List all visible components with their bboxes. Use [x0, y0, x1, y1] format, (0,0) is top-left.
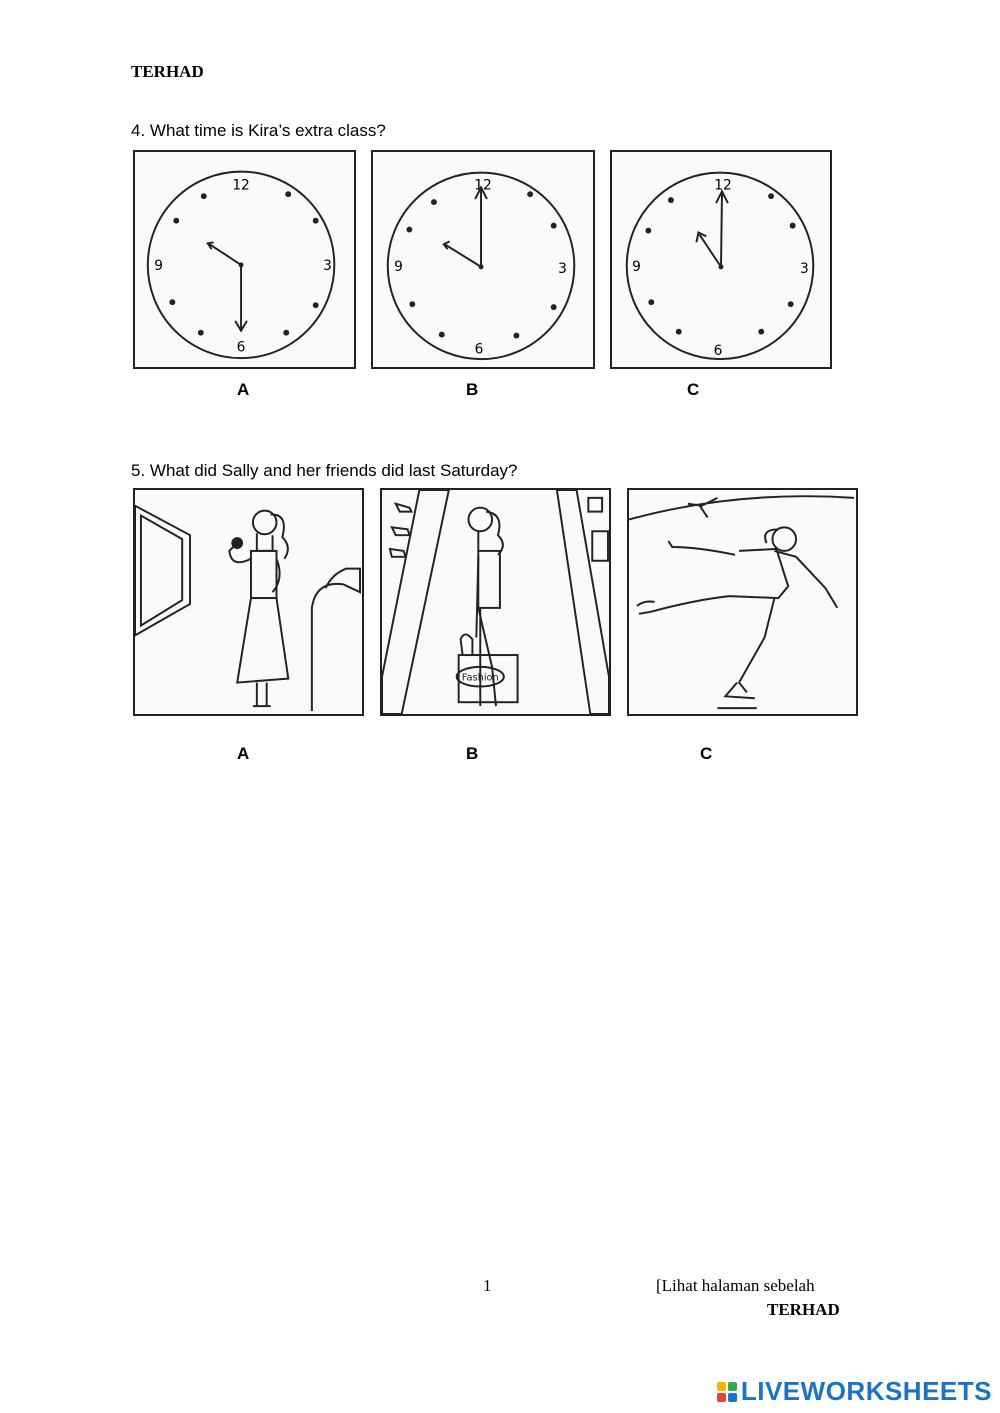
- clock-option-a-label: A: [237, 380, 250, 399]
- question-4-text: 4. What time is Kira’s extra class?: [131, 121, 386, 140]
- bag-label: Fashion: [461, 672, 499, 684]
- clock-option-b[interactable]: [371, 150, 595, 369]
- next-page-note: [Lihat halaman sebelah: [656, 1276, 815, 1295]
- clock-b-drawing: [373, 152, 593, 367]
- numeral-3: 3: [558, 260, 567, 277]
- classification-footer: TERHAD: [767, 1300, 840, 1319]
- liveworksheets-brand[interactable]: [717, 1376, 992, 1407]
- numeral-6: 6: [236, 339, 246, 356]
- numeral-6: 6: [474, 341, 484, 358]
- activity-option-c[interactable]: [627, 488, 858, 716]
- classification-header: TERHAD: [131, 62, 204, 81]
- clock-option-c[interactable]: [610, 150, 832, 369]
- numeral-12: 12: [714, 177, 732, 194]
- activity-option-a-label: A: [237, 744, 250, 763]
- clock-option-b-label: B: [466, 380, 479, 399]
- brand-name: LIVEWORKSHEETS: [740, 1376, 992, 1406]
- clock-a-drawing: [135, 152, 354, 367]
- ice-skating-drawing: [629, 490, 856, 714]
- page-number: 1: [483, 1276, 492, 1295]
- liveworksheets-logo-icon: [717, 1382, 737, 1402]
- numeral-12: 12: [474, 177, 492, 194]
- numeral-12: 12: [232, 177, 250, 194]
- numeral-9: 9: [154, 257, 163, 274]
- shopping-drawing: [382, 490, 609, 714]
- numeral-6: 6: [713, 343, 723, 360]
- activity-option-c-label: C: [700, 744, 713, 763]
- numeral-3: 3: [800, 260, 809, 277]
- clock-option-a[interactable]: [133, 150, 356, 369]
- question-5-text: 5. What did Sally and her friends did last Saturday?: [131, 461, 518, 480]
- numeral-3: 3: [323, 257, 332, 274]
- activity-option-a[interactable]: [133, 488, 364, 716]
- numeral-9: 9: [394, 258, 403, 275]
- clock-c-drawing: [612, 152, 830, 367]
- numeral-9: 9: [632, 258, 641, 275]
- activity-option-b-label: B: [466, 744, 479, 763]
- activity-option-b[interactable]: [380, 488, 611, 716]
- karaoke-drawing: [135, 490, 362, 714]
- clock-option-c-label: C: [687, 380, 700, 399]
